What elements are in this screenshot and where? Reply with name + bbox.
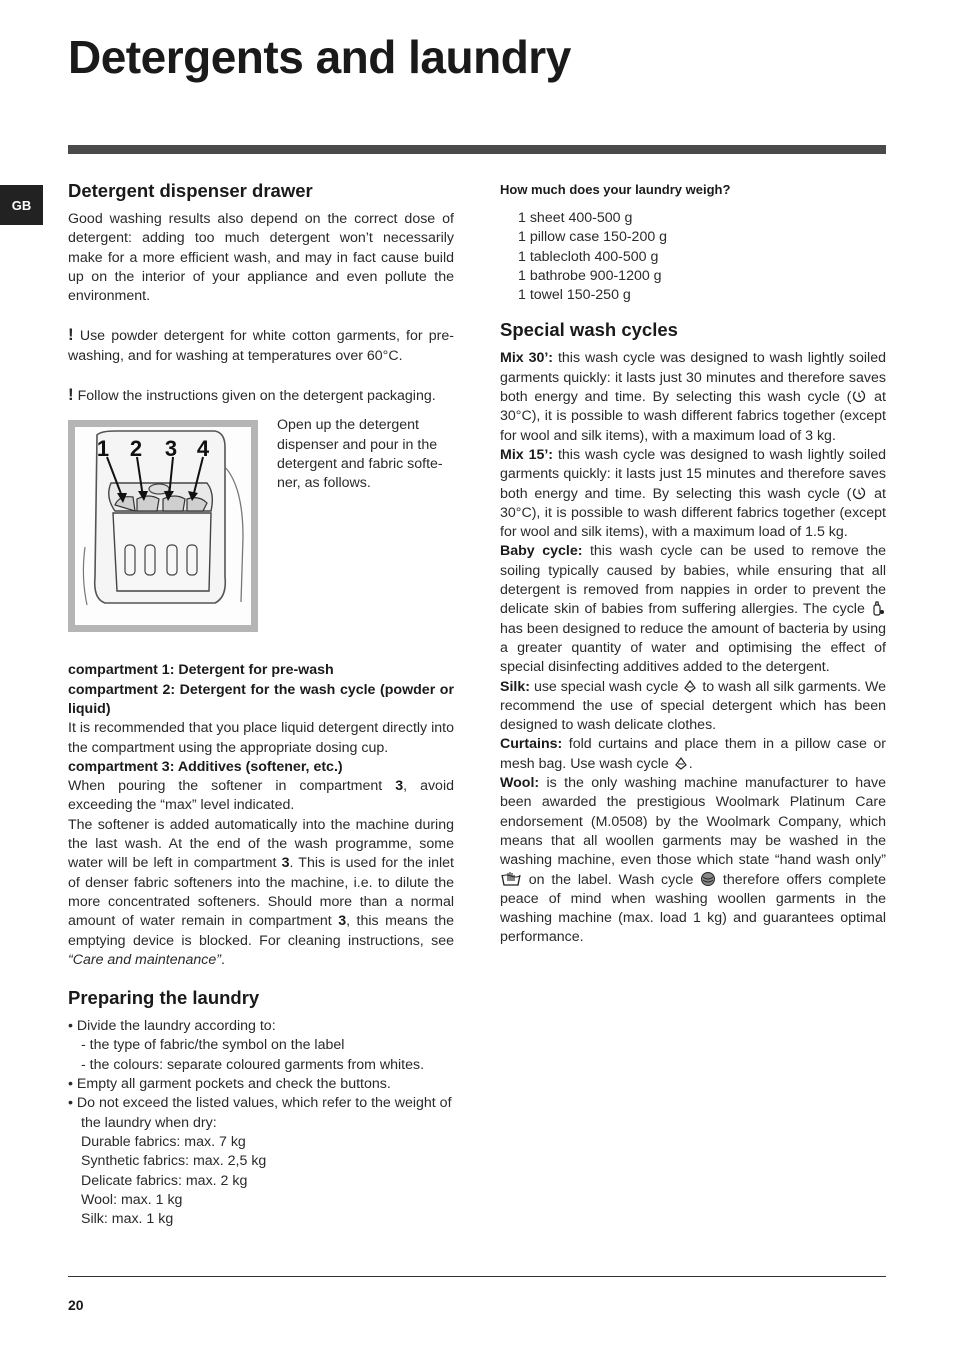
- warning-2-text: Follow the instructions given on the detergent packaging.: [77, 388, 436, 405]
- list-item: - the colours: separate coloured garments from whites.: [81, 1056, 425, 1073]
- baby-paragraph: Baby cycle: this wash cycle can be used to remove the soiling typically caused by babies, while ensuring that all detergent is removed from nappies in order to prevent the delicate skin of babies from suffering allergies. The cycle has been designed to reduce the amount of bacteria by using a greater quantity of water and optimising the effect of special disinfecting additives added to the detergent.: [500, 543, 886, 676]
- list-item: 1 tablecloth 400-500 g: [518, 248, 659, 265]
- special-cycles: [500, 319, 886, 947]
- mix-cycle-icon: [851, 388, 867, 404]
- dispenser-drawer-illustration: [68, 420, 258, 632]
- weights-question: How much does your laundry weigh?: [500, 182, 731, 197]
- warning-2: [68, 385, 454, 406]
- list-item: Silk: max. 1 kg: [81, 1211, 174, 1228]
- mix30-paragraph: Mix 30’: this wash cycle was designed to wash lightly soiled garments quickly: it lasts just 30 minutes and therefore saves both energy and time. By selecting this wash cycle ( at 30°C), it is possible to wash different fabrics together (except for wool and silk items), with a maximum load of 3 kg.: [500, 350, 887, 444]
- list-item: 1 sheet 400-500 g: [518, 210, 633, 226]
- wool-paragraph: Wool: is the only washing machine manufacturer to have been awarded the prestigious Woolmark Platinum Care endorsement (M.0508) by the Woolmark Company, which means that all woollen garments may be washed in the washing machine, even those which state “hand wash only” on the label. Wash cycle therefore offers complete peace of mind when washing woollen garments in the washing machine (max. load 1 kg) and guarantees optimal performance.: [500, 775, 886, 946]
- mix-cycle-icon: [851, 485, 867, 501]
- wool-cycle-icon: [700, 871, 716, 887]
- curtains-paragraph: Curtains: fold curtains and place them in a pillow case or mesh bag. Use wash cycle .: [500, 736, 886, 772]
- figure-number-3: 3: [164, 436, 178, 462]
- dispenser-figure-row: [68, 417, 454, 632]
- warning-1-text: Use powder detergent for white cotton garments, for pre-washing, and for washing at temperatures over 60°C.: [68, 328, 454, 364]
- list-item: • Empty all garment pockets and check the buttons.: [68, 1076, 391, 1093]
- baby-bottle-icon: [870, 600, 886, 616]
- figure-number-4: 4: [196, 436, 210, 462]
- list-item: 1 bathrobe 900-1200 g: [518, 267, 662, 284]
- list-item: Wool: max. 1 kg: [81, 1191, 183, 1208]
- header-rule: [68, 145, 886, 154]
- silk-paragraph: Silk: use special wash cycle to wash all silk garments. We recommend the use of special detergent which has been designed to wash delicate clothes.: [500, 678, 886, 734]
- weights-list: [500, 209, 886, 305]
- list-item: 1 towel 150-250 g: [518, 287, 631, 304]
- list-item: Delicate fabrics: max. 2 kg: [81, 1172, 248, 1189]
- language-tab: GB: [0, 185, 43, 225]
- page-title: Detergents and laundry: [68, 31, 571, 83]
- mix15-paragraph: Mix 15’: this wash cycle was designed to wash lightly soiled garments quickly: it lasts just 15 minutes and therefore saves both energy and time. By selecting this wash cycle ( at 30°C), it is possible to wash different fabrics together (except for wool and silk items), with a maximum load of 1.5 kg.: [500, 446, 887, 541]
- right-column: [500, 180, 886, 948]
- figure-number-2: 2: [129, 436, 143, 462]
- compartment-2-label: compartment 2: Detergent for the wash cycle (powder or liquid): [68, 681, 454, 717]
- hand-wash-icon: [500, 871, 522, 887]
- compartment-3-label: compartment 3: Additives (softener, etc.): [68, 758, 343, 775]
- compartment-2-text: It is recommended that you place liquid detergent directly into the compartment using the appropriate dosing cup.: [68, 720, 454, 756]
- list-item: - the type of fabric/the symbol on the label: [81, 1037, 345, 1054]
- warning-1: [68, 325, 454, 366]
- dispenser-heading: Detergent dispenser drawer: [68, 180, 313, 201]
- silk-cycle-icon: [682, 678, 698, 694]
- compartment-1-label: compartment 1: Detergent for pre-wash: [68, 662, 334, 679]
- dispenser-intro: Good washing results also depend on the correct dose of detergent: adding too much detergent won’t necessarily make for a more efficient wash, and may in fact cause build up on the interior of your appliance and even pollute the environment.: [68, 211, 454, 305]
- compartments-description: [68, 661, 454, 970]
- silk-cycle-icon: [673, 755, 689, 771]
- list-item: 1 pillow case 150-200 g: [518, 229, 668, 246]
- list-item: Durable fabrics: max. 7 kg: [81, 1133, 246, 1150]
- special-heading: Special wash cycles: [500, 319, 678, 341]
- warning-icon: !: [68, 325, 74, 345]
- softener-text: The softener is added automatically into the machine during the last wash. At the end of the wash programme, some water will be left in compartment 3. This is used for the inlet of denser fabric softeners into the machine, i.e. to dilute the more concentrated softeners. Should more than a normal amount of water remain in compartment 3, this means the emptying device is blocked. For cleaning instructions, see “Care and maintenance”.: [68, 816, 454, 968]
- preparing-heading: Preparing the laundry: [68, 987, 260, 1009]
- figure-number-1: 1: [96, 436, 110, 462]
- list-item: • Do not exceed the listed values, which refer to the weight of the laundry when dry:: [68, 1095, 452, 1131]
- care-maintenance-reference: “Care and maintenance”: [68, 951, 221, 968]
- list-item: Synthetic fabrics: max. 2,5 kg: [81, 1153, 267, 1170]
- figure-caption: Open up the detergent dispenser and pour in the detergent and fabric softe-ner, as follows.: [277, 417, 443, 492]
- preparing-list: [68, 1017, 454, 1229]
- compartment-3-text: When pouring the softener in compartment 3, avoid exceeding the “max” level indicated.: [68, 778, 454, 814]
- footer-rule: [68, 1276, 886, 1277]
- page-number: 20: [68, 1297, 84, 1313]
- warning-icon: !: [68, 385, 74, 405]
- list-item: • Divide the laundry according to:: [68, 1018, 276, 1035]
- left-column: [68, 180, 454, 1229]
